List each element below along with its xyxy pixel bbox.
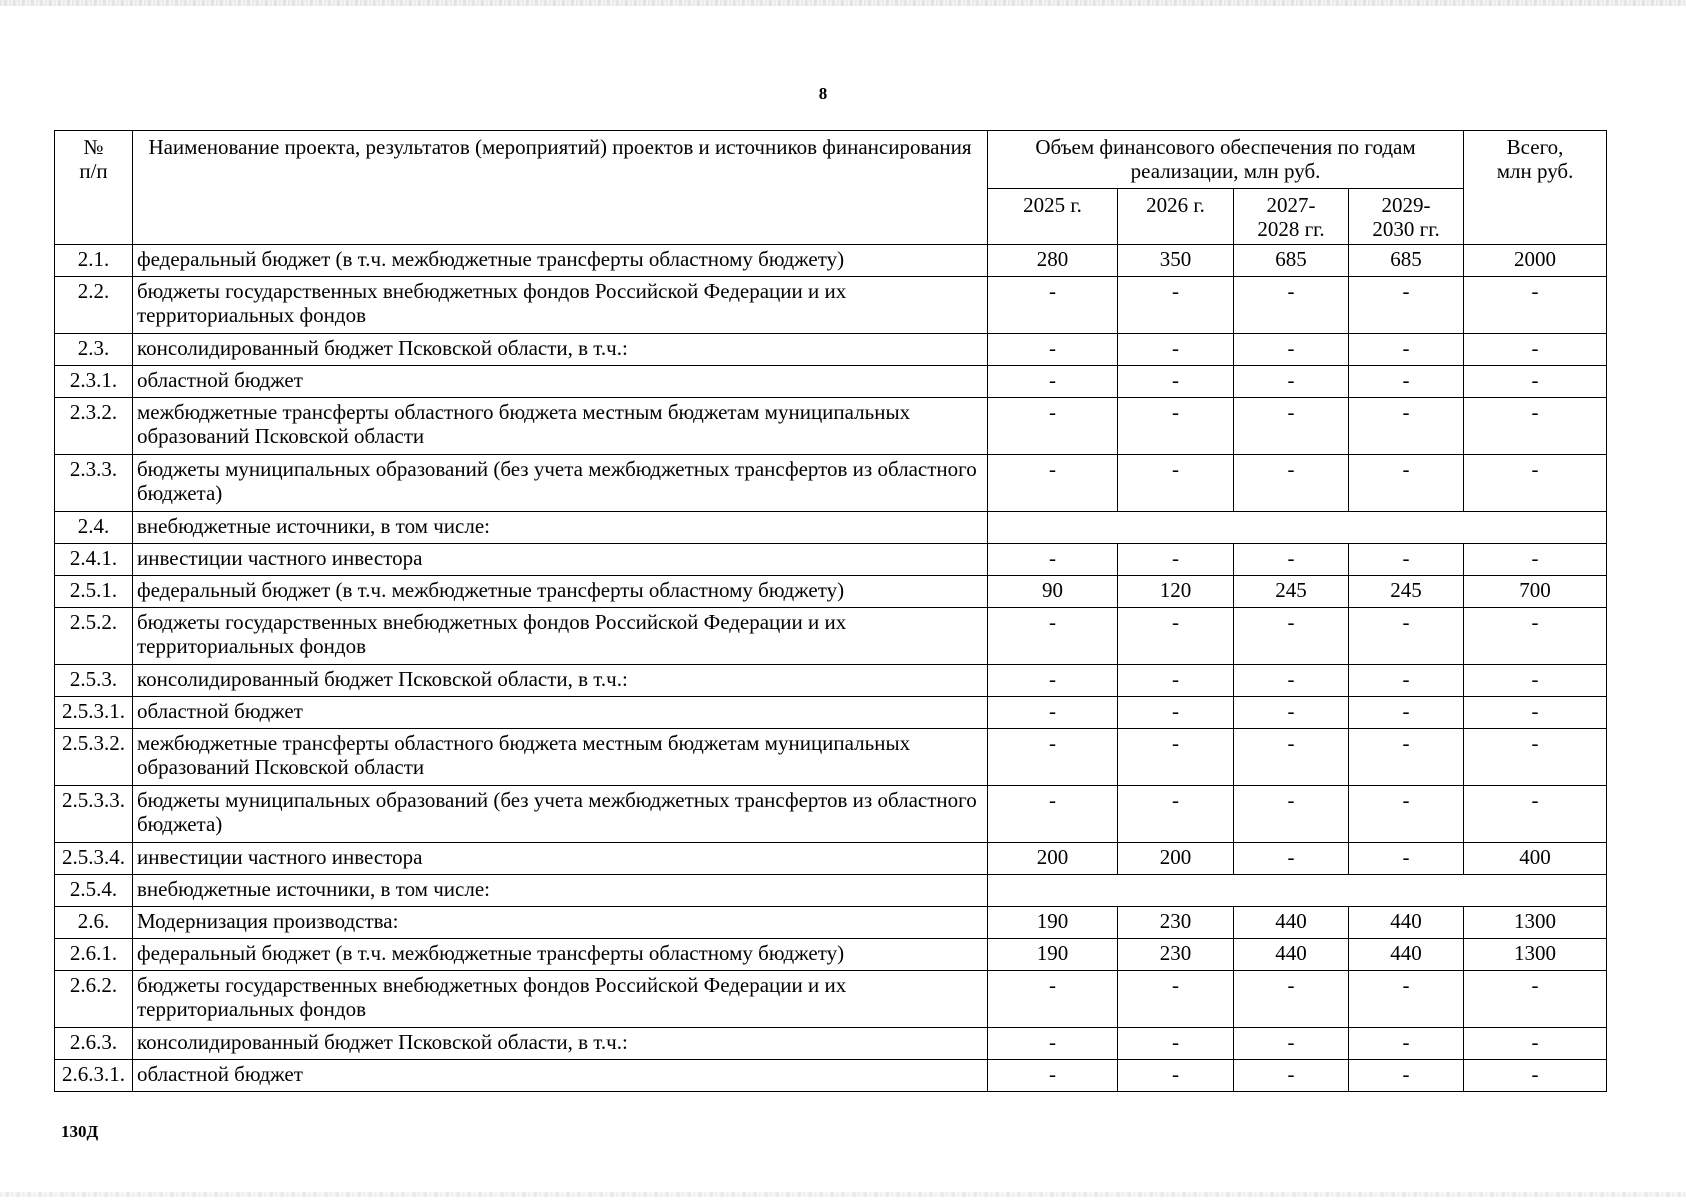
value-2029-2030: - [1349, 334, 1464, 366]
header-total: Всего, млн руб. [1464, 131, 1607, 245]
value-2027-2028: - [1234, 1060, 1349, 1092]
row-number: 2.5.1. [55, 576, 133, 608]
value-2025: - [988, 665, 1118, 697]
header-num: № п/п [55, 131, 133, 245]
value-2026: - [1118, 398, 1234, 455]
header-year-2027-2028: 2027- 2028 гг. [1234, 189, 1349, 245]
row-number: 2.5.4. [55, 875, 133, 907]
value-total: 400 [1464, 843, 1607, 875]
row-number: 2.4.1. [55, 544, 133, 576]
value-2025: 90 [988, 576, 1118, 608]
row-number: 2.5.3.3. [55, 786, 133, 843]
financing-table [54, 130, 1607, 1092]
value-2029-2030: - [1349, 843, 1464, 875]
value-2026: - [1118, 277, 1234, 334]
value-2029-2030: - [1349, 1028, 1464, 1060]
table-body [55, 245, 1607, 1092]
table-row [55, 398, 1607, 455]
row-number: 2.1. [55, 245, 133, 277]
table-row [55, 1028, 1607, 1060]
value-2025: 190 [988, 907, 1118, 939]
value-2025: - [988, 334, 1118, 366]
table-row [55, 245, 1607, 277]
value-2026: 200 [1118, 843, 1234, 875]
value-total: - [1464, 398, 1607, 455]
value-2027-2028: - [1234, 366, 1349, 398]
row-name: федеральный бюджет (в т.ч. межбюджетные трансферты областному бюджету) [133, 939, 988, 971]
value-2027-2028: - [1234, 843, 1349, 875]
value-2029-2030: - [1349, 786, 1464, 843]
value-2029-2030: - [1349, 366, 1464, 398]
value-2027-2028: - [1234, 786, 1349, 843]
table-row [55, 277, 1607, 334]
table-row [55, 366, 1607, 398]
header-year-2029-2030: 2029- 2030 гг. [1349, 189, 1464, 245]
row-number: 2.5.3. [55, 665, 133, 697]
row-name: межбюджетные трансферты областного бюджета местным бюджетам муниципальных образований Псковской области [133, 398, 988, 455]
value-2025: - [988, 1028, 1118, 1060]
table-row [55, 971, 1607, 1028]
scan-edge-top [0, 0, 1686, 6]
row-number: 2.6. [55, 907, 133, 939]
value-2029-2030: - [1349, 697, 1464, 729]
table-row [55, 576, 1607, 608]
value-2027-2028: 245 [1234, 576, 1349, 608]
row-name: внебюджетные источники, в том числе: [133, 875, 988, 907]
value-2026: - [1118, 665, 1234, 697]
value-2025: - [988, 608, 1118, 665]
row-number: 2.2. [55, 277, 133, 334]
table-row [55, 544, 1607, 576]
value-2025: - [988, 455, 1118, 512]
value-total: - [1464, 665, 1607, 697]
header-name: Наименование проекта, результатов (мероприятий) проектов и источников финансирования [133, 131, 988, 245]
row-name: областной бюджет [133, 366, 988, 398]
row-empty-values [988, 875, 1607, 907]
header-year-2025: 2025 г. [988, 189, 1118, 245]
value-2029-2030: - [1349, 277, 1464, 334]
value-2027-2028: - [1234, 455, 1349, 512]
value-2029-2030: - [1349, 608, 1464, 665]
value-2027-2028: - [1234, 544, 1349, 576]
value-2025: - [988, 277, 1118, 334]
value-2025: 280 [988, 245, 1118, 277]
row-name: областной бюджет [133, 1060, 988, 1092]
value-2026: - [1118, 697, 1234, 729]
table-row [55, 843, 1607, 875]
value-total: - [1464, 608, 1607, 665]
row-name: консолидированный бюджет Псковской области, в т.ч.: [133, 665, 988, 697]
table-row [55, 907, 1607, 939]
row-name: Модернизация производства: [133, 907, 988, 939]
value-2026: - [1118, 366, 1234, 398]
value-2026: - [1118, 544, 1234, 576]
row-number: 2.6.3.1. [55, 1060, 133, 1092]
value-2025: - [988, 366, 1118, 398]
value-2027-2028: - [1234, 398, 1349, 455]
row-name: бюджеты государственных внебюджетных фондов Российской Федерации и их территориальных фондов [133, 277, 988, 334]
row-name: инвестиции частного инвестора [133, 544, 988, 576]
value-2026: - [1118, 1028, 1234, 1060]
value-2025: - [988, 398, 1118, 455]
table-row [55, 875, 1607, 907]
value-total: - [1464, 334, 1607, 366]
value-2025: - [988, 1060, 1118, 1092]
value-2029-2030: - [1349, 1060, 1464, 1092]
row-name: консолидированный бюджет Псковской области, в т.ч.: [133, 334, 988, 366]
table-row [55, 697, 1607, 729]
table-row [55, 939, 1607, 971]
value-2029-2030: - [1349, 665, 1464, 697]
value-2029-2030: - [1349, 455, 1464, 512]
table-row [55, 1060, 1607, 1092]
scan-edge-bottom [0, 1192, 1686, 1197]
row-number: 2.3.3. [55, 455, 133, 512]
value-total: - [1464, 455, 1607, 512]
value-2025: - [988, 729, 1118, 786]
value-2029-2030: - [1349, 729, 1464, 786]
row-name: федеральный бюджет (в т.ч. межбюджетные трансферты областному бюджету) [133, 576, 988, 608]
value-2025: - [988, 544, 1118, 576]
value-2027-2028: 685 [1234, 245, 1349, 277]
value-total: 1300 [1464, 907, 1607, 939]
value-2025: 200 [988, 843, 1118, 875]
value-2026: - [1118, 455, 1234, 512]
value-2027-2028: - [1234, 729, 1349, 786]
value-2027-2028: 440 [1234, 907, 1349, 939]
row-number: 2.5.3.2. [55, 729, 133, 786]
value-total: - [1464, 1060, 1607, 1092]
value-2026: - [1118, 608, 1234, 665]
value-2026: 120 [1118, 576, 1234, 608]
value-total: 1300 [1464, 939, 1607, 971]
value-total: - [1464, 697, 1607, 729]
table-row [55, 512, 1607, 544]
row-empty-values [988, 512, 1607, 544]
row-name: межбюджетные трансферты областного бюджета местным бюджетам муниципальных образований Псковской области [133, 729, 988, 786]
value-2026: - [1118, 1060, 1234, 1092]
row-number: 2.5.3.1. [55, 697, 133, 729]
value-2027-2028: - [1234, 334, 1349, 366]
row-name: бюджеты муниципальных образований (без учета межбюджетных трансфертов из областного бюджета) [133, 786, 988, 843]
value-2029-2030: 245 [1349, 576, 1464, 608]
document-code: 130Д [61, 1122, 99, 1141]
value-2029-2030: - [1349, 544, 1464, 576]
value-2025: - [988, 971, 1118, 1028]
row-number: 2.3.2. [55, 398, 133, 455]
row-name: консолидированный бюджет Псковской области, в т.ч.: [133, 1028, 988, 1060]
value-2025: - [988, 786, 1118, 843]
value-2027-2028: - [1234, 277, 1349, 334]
row-name: инвестиции частного инвестора [133, 843, 988, 875]
row-number: 2.6.1. [55, 939, 133, 971]
row-name: бюджеты государственных внебюджетных фондов Российской Федерации и их территориальных фондов [133, 971, 988, 1028]
value-2025: 190 [988, 939, 1118, 971]
row-number: 2.5.2. [55, 608, 133, 665]
row-number: 2.6.3. [55, 1028, 133, 1060]
table-header [55, 131, 1607, 245]
row-name: бюджеты государственных внебюджетных фондов Российской Федерации и их территориальных фондов [133, 608, 988, 665]
row-number: 2.3.1. [55, 366, 133, 398]
value-total: - [1464, 366, 1607, 398]
row-number: 2.3. [55, 334, 133, 366]
value-2026: 230 [1118, 907, 1234, 939]
table-row [55, 786, 1607, 843]
value-2026: - [1118, 971, 1234, 1028]
table-row [55, 334, 1607, 366]
value-total: - [1464, 786, 1607, 843]
value-total: 700 [1464, 576, 1607, 608]
value-2029-2030: 685 [1349, 245, 1464, 277]
value-total: - [1464, 1028, 1607, 1060]
value-2026: - [1118, 334, 1234, 366]
value-total: 2000 [1464, 245, 1607, 277]
table-row [55, 729, 1607, 786]
value-2029-2030: 440 [1349, 939, 1464, 971]
page-number: 8 [818, 84, 828, 103]
value-2029-2030: - [1349, 398, 1464, 455]
value-2026: - [1118, 786, 1234, 843]
row-number: 2.4. [55, 512, 133, 544]
row-name: внебюджетные источники, в том числе: [133, 512, 988, 544]
header-year-2026: 2026 г. [1118, 189, 1234, 245]
value-2029-2030: - [1349, 971, 1464, 1028]
value-2027-2028: - [1234, 608, 1349, 665]
value-2029-2030: 440 [1349, 907, 1464, 939]
value-total: - [1464, 971, 1607, 1028]
value-2026: 230 [1118, 939, 1234, 971]
value-total: - [1464, 277, 1607, 334]
header-volume: Объем финансового обеспечения по годам реализации, млн руб. [988, 131, 1464, 189]
row-name: областной бюджет [133, 697, 988, 729]
row-number: 2.5.3.4. [55, 843, 133, 875]
table-row [55, 665, 1607, 697]
value-2026: 350 [1118, 245, 1234, 277]
value-2025: - [988, 697, 1118, 729]
value-2027-2028: 440 [1234, 939, 1349, 971]
value-2027-2028: - [1234, 665, 1349, 697]
value-total: - [1464, 544, 1607, 576]
value-2027-2028: - [1234, 971, 1349, 1028]
row-number: 2.6.2. [55, 971, 133, 1028]
table-row [55, 455, 1607, 512]
value-total: - [1464, 729, 1607, 786]
row-name: бюджеты муниципальных образований (без учета межбюджетных трансфертов из областного бюджета) [133, 455, 988, 512]
value-2026: - [1118, 729, 1234, 786]
row-name: федеральный бюджет (в т.ч. межбюджетные трансферты областному бюджету) [133, 245, 988, 277]
table-row [55, 608, 1607, 665]
value-2027-2028: - [1234, 1028, 1349, 1060]
value-2027-2028: - [1234, 697, 1349, 729]
